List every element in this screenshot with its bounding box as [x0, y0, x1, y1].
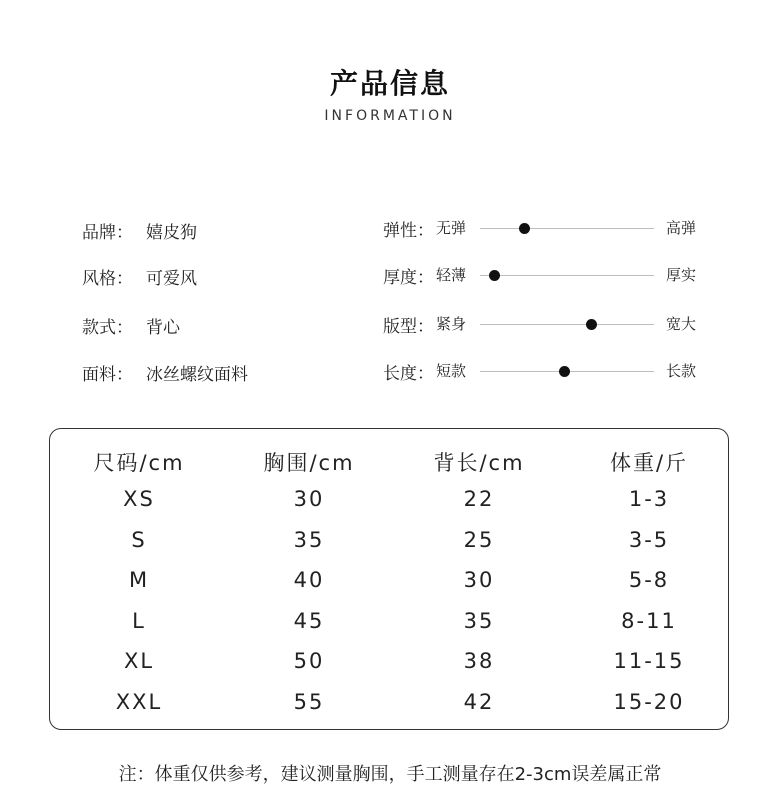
table-cell: XL: [123, 649, 155, 673]
table-cell: 55: [293, 690, 325, 714]
table-row: [50, 649, 730, 685]
table-header-cell: 胸围/cm: [263, 451, 355, 475]
slider-low-label: 短款: [436, 362, 467, 380]
table-cell: XS: [123, 487, 155, 511]
table-cell: 45: [293, 609, 325, 633]
slider-high-label: 长款: [666, 362, 697, 380]
table-row: [50, 568, 730, 604]
table-cell: 1-3: [628, 487, 670, 511]
slider-track: [480, 228, 654, 229]
table-cell: XXL: [115, 690, 163, 714]
table-cell: 3-5: [628, 528, 670, 552]
table-cell: 30: [293, 487, 325, 511]
detail-label: 款式：: [82, 318, 133, 338]
table-cell: 5-8: [628, 568, 670, 592]
detail-value: 冰丝螺纹面料: [146, 365, 248, 385]
table-cell: 22: [463, 487, 495, 511]
slider-high-label: 厚实: [666, 266, 697, 284]
table-cell: 50: [293, 649, 325, 673]
detail-label: 面料：: [82, 365, 133, 385]
slider-thickness: [383, 263, 713, 291]
table-cell: 35: [293, 528, 325, 552]
table-cell: 15-20: [613, 690, 685, 714]
table-row: [50, 528, 730, 564]
slider-elasticity: [383, 216, 713, 244]
table-header-cell: 背长/cm: [433, 451, 525, 475]
slider-label: 长度：: [383, 364, 434, 384]
table-cell: M: [128, 568, 150, 592]
detail-value: 嬉皮狗: [146, 223, 197, 243]
table-row: [50, 690, 730, 726]
slider-low-label: 无弹: [436, 219, 467, 237]
slider-length: [383, 359, 713, 387]
table-cell: L: [132, 609, 146, 633]
table-row: [50, 487, 730, 523]
slider-label: 弹性：: [383, 221, 434, 241]
slider-knob: [586, 319, 597, 330]
slider-knob: [519, 223, 530, 234]
detail-value: 背心: [146, 318, 180, 338]
table-cell: 38: [463, 649, 495, 673]
page-subtitle: INFORMATION: [324, 108, 456, 124]
table-cell: 11-15: [613, 649, 685, 673]
slider-high-label: 高弹: [666, 219, 697, 237]
detail-type: [82, 313, 180, 341]
table-row: [50, 609, 730, 645]
slider-high-label: 宽大: [666, 315, 697, 333]
slider-knob: [489, 270, 500, 281]
slider-label: 版型：: [383, 317, 434, 337]
slider-track: [480, 275, 654, 276]
detail-style: [82, 264, 197, 292]
table-cell: S: [131, 528, 147, 552]
detail-label: 品牌：: [82, 223, 133, 243]
table-header-cell: 尺码/cm: [93, 451, 185, 475]
detail-fabric: [82, 360, 248, 388]
detail-value: 可爱风: [146, 269, 197, 289]
table-header-row: [50, 447, 730, 483]
page-title: 产品信息: [329, 67, 450, 100]
slider-low-label: 紧身: [436, 315, 467, 333]
size-table: [49, 428, 729, 730]
detail-label: 风格：: [82, 269, 133, 289]
slider-knob: [559, 366, 570, 377]
table-cell: 30: [463, 568, 495, 592]
table-cell: 8-11: [621, 609, 677, 633]
footnote: 注：体重仅供参考，建议测量胸围，手工测量存在2-3cm误差属正常: [118, 764, 662, 785]
table-cell: 42: [463, 690, 495, 714]
table-header-cell: 体重/斤: [609, 451, 689, 475]
slider-track: [480, 371, 654, 372]
table-cell: 25: [463, 528, 495, 552]
detail-brand: [82, 218, 197, 246]
slider-low-label: 轻薄: [436, 266, 467, 284]
table-cell: 35: [463, 609, 495, 633]
slider-track: [480, 324, 654, 325]
table-cell: 40: [293, 568, 325, 592]
slider-label: 厚度：: [383, 268, 434, 288]
slider-fit: [383, 312, 713, 340]
